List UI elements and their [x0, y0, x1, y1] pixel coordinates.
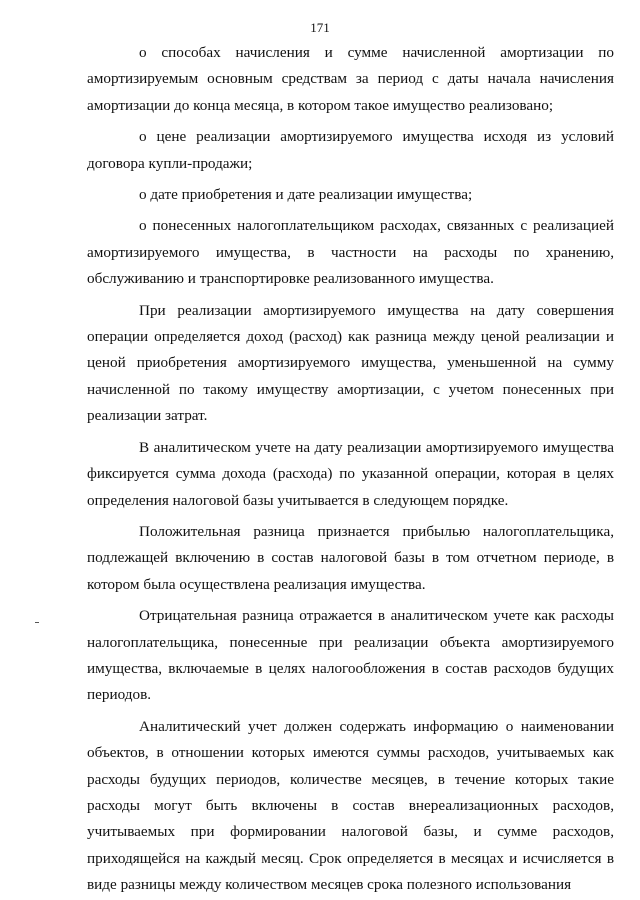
- paragraph-incurred-expenses: о понесенных налогоплательщиком расходах, связанных с реализацией амортизируемого имущества, в частности на расходы по хранению, обслуживанию и транспортировке реализованного имущества.: [87, 217, 614, 288]
- paragraph-positive-difference: Положительная разница признается прибылью налогоплательщика, подлежащей включению в состав налоговой базы в том отчетном периоде, в котором была осуществлена реализация имущества.: [87, 522, 614, 593]
- paragraph-depreciation-methods: о способах начисления и сумме начисленной амортизации по амортизируемым основным средствам за период с даты начала начисления амортизации до конца месяца, в котором такое имущество реализовано;: [87, 44, 614, 114]
- paragraph-analytical-content: Аналитический учет должен содержать информацию о наименовании объектов, в отношении которых имеются суммы расходов, учитываемых как расходы будущих периодов, количестве месяцев, в течение которых такие расходы могут быть включены в состав внереализационных расходов, учитываемых при формировании налоговой базы, и сумме расходов, приходящейся на каждый месяц. Срок определяется в месяцах и исчисляется в виде разницы между количеством месяцев срока полезного использования: [87, 717, 614, 894]
- margin-mark: [35, 622, 39, 623]
- paragraph-analytical-accounting: В аналитическом учете на дату реализации амортизируемого имущества фиксируется сумма дохода (расхода) по указанной операции, которая в целях определения налоговой базы учитывается в следующем порядке.: [87, 438, 614, 509]
- paragraph-income-determination: При реализации амортизируемого имущества на дату совершения операции определяется доход (расход) как разница между ценой реализации и ценой приобретения амортизируемого имущества, уменьшенной на сумму начисленной по такому имуществу амортизации, с учетом понесенных при реализации затрат.: [87, 301, 614, 425]
- page-number: 171: [310, 20, 330, 35]
- paragraph-acquisition-date: о дате приобретения и дате реализации имущества;: [139, 186, 473, 204]
- paragraph-negative-difference: Отрицательная разница отражается в аналитическом учете как расходы налогоплательщика, понесенные при реализации объекта амортизируемого имущества, включаемые в целях налогообложения в состав расходов будущих периодов.: [87, 607, 614, 704]
- paragraph-sale-price: о цене реализации амортизируемого имущества исходя из условий договора купли-продажи;: [87, 128, 614, 172]
- document-body: [87, 40, 614, 899]
